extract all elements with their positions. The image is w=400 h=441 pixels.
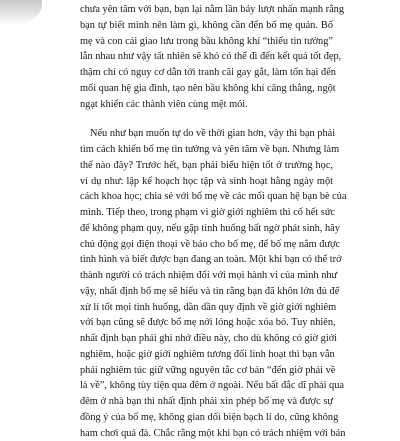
paragraph-2: [80, 126, 333, 441]
text-line: nhất định bạn phải ghi nhớ điều này, cho dù không có giờ giới: [80, 331, 333, 347]
page-corner-shadow: [0, 0, 42, 26]
text-line: để không phạm quy, nếu gặp tình huống bất ngờ phát sinh, hãy: [80, 221, 333, 237]
text-line: tình hình và biết được bạn đang an toàn. Một khi bạn có thể trở: [80, 252, 333, 268]
text-line: đêm ở nhà bạn thì nhất định phải xin phép bố mẹ và được sự: [80, 394, 333, 410]
text-line: với bạn cũng sẽ được bố mẹ nới lỏng hoặc xóa bỏ. Tuy nhiên,: [80, 315, 333, 331]
body-text: [80, 2, 333, 441]
text-line: mẹ và con cái giao lưu trong bầu không khí “thiếu tin tưởng”: [80, 34, 333, 50]
paragraph-1: [80, 2, 333, 112]
text-line: mối quan hệ gia đình, tạo nên bầu không khí căng thẳng, ngột: [80, 81, 333, 97]
text-line: mình. Tiếp theo, trong phạm vi giờ giới nghiêm thì cố hết sức: [80, 205, 333, 221]
text-line: phải nghiêm túc giữ vững nguyên tắc cơ bản “đến giờ phải về: [80, 363, 333, 379]
text-line: chủ động gọi điện thoại về báo cho bố mẹ, để bố mẹ nắm được: [80, 237, 333, 253]
text-line: lẫn nhau như vậy tất nhiên sẽ khó có thể đi đến kết quả tốt đẹp,: [80, 49, 333, 65]
text-line: là về”, không tùy tiện qua đêm ở ngoài. Nếu bất đắc dĩ phải qua: [80, 378, 333, 394]
text-line: xử lí tốt mọi tình huống, dần dần quy định về giờ giới nghiêm: [80, 300, 333, 316]
text-line: ham chơi quá đà. Chắc rằng một khi bạn có trách nhiệm với bản: [80, 426, 333, 441]
text-line: tìm cách khiến bố mẹ tin tưởng và yên tâm về bạn. Nhưng làm: [80, 142, 333, 158]
text-line: ví dụ như: lập kế hoạch học tập và sinh hoạt hằng ngày một: [80, 174, 333, 190]
text-line: đồng ý của bố mẹ, không gian dối biện bạch lí do, cũng không: [80, 410, 333, 426]
text-line: thành người có trách nhiệm đối với mọi hành vi của mình như: [80, 268, 333, 284]
text-line: chưa yên tâm với bạn, bạn lại nằm lần bảy lượt nhấn mạnh rằng: [80, 2, 333, 18]
text-line: thậm chí có nguy cơ dẫn tới tranh cãi gay gắt, làm tổn hại đến: [80, 65, 333, 81]
text-line: ngạt khiến các thành viên cùng mệt mỏi.: [80, 97, 333, 113]
text-line: vậy, nhất định bố mẹ sẽ hiểu và tin rằng bạn đã khôn lớn đủ để: [80, 284, 333, 300]
text-line: bạn tự biết mình nên làm gì, không cần đến bố mẹ quản. Bố: [80, 18, 333, 34]
text-line: cách khoa học; chia sẻ với bố mẹ về các mối quan hệ bạn bè của: [80, 189, 333, 205]
text-line: Nếu như bạn muốn tự do về thời gian hơn, vậy thì bạn phải: [80, 126, 333, 142]
text-line: thế nào đây? Trước hết, bạn phải biểu hiện tốt ở trường học,: [80, 158, 333, 174]
text-line: nghiêm, hoặc giờ giới nghiêm tương đối linh hoạt thì bạn vẫn: [80, 347, 333, 363]
paragraph-gap: [80, 112, 333, 126]
